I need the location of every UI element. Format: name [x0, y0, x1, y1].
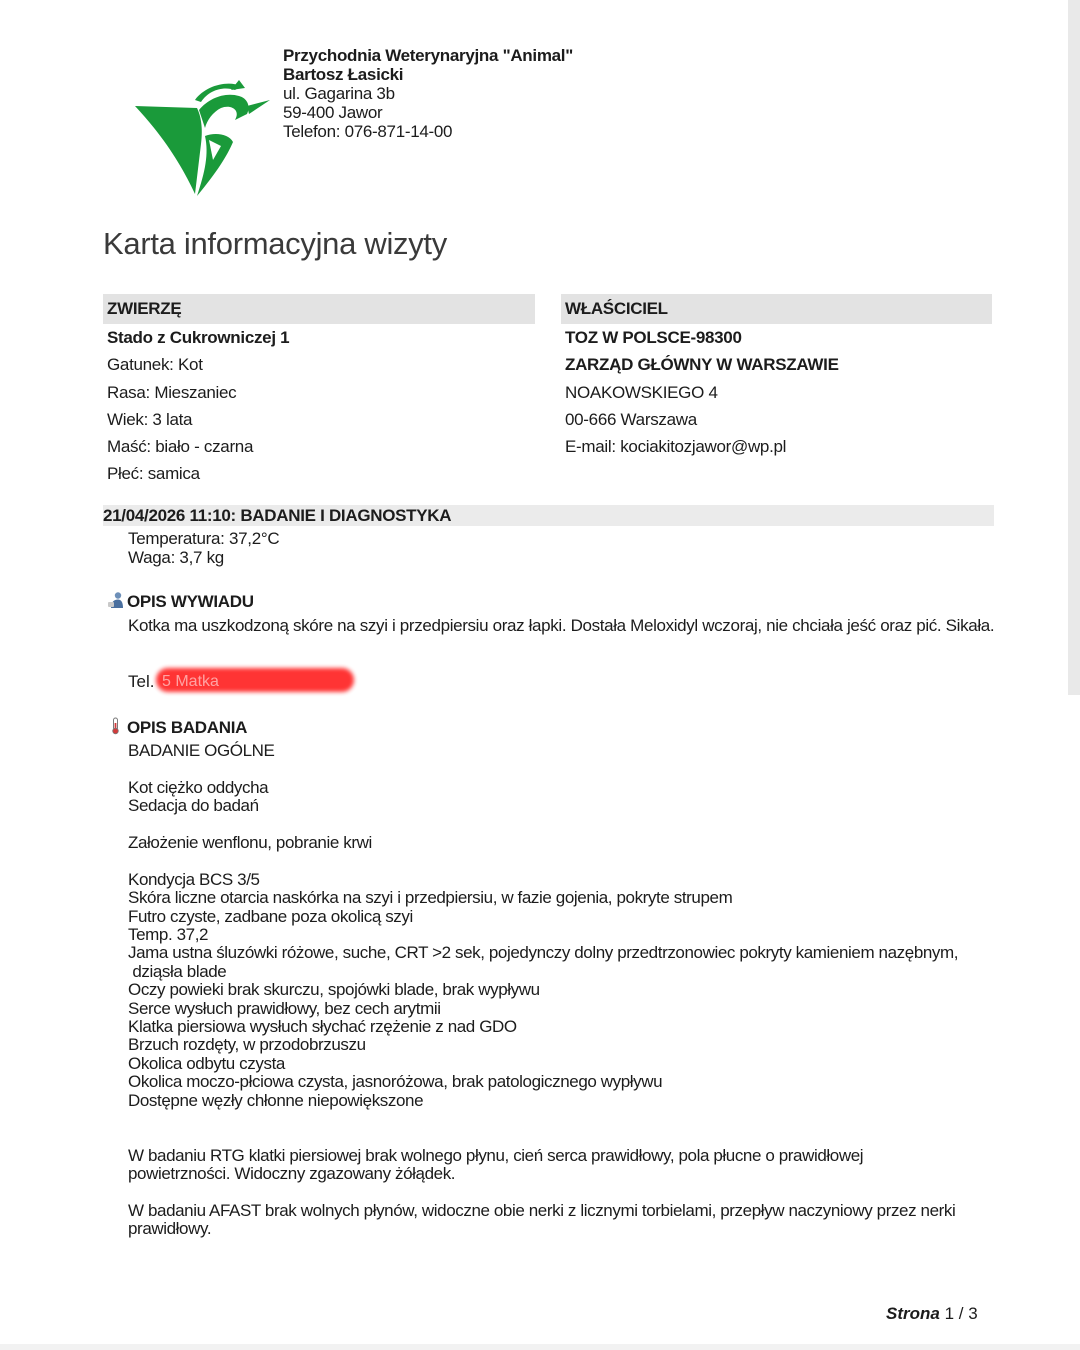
exam-title: OPIS BADANIA: [127, 718, 248, 737]
person-icon: [107, 591, 125, 609]
exam-line: Futro czyste, zadbane poza okolicą szyi: [128, 906, 413, 926]
blank-line: [128, 816, 1008, 834]
animal-header: ZWIERZĘ: [103, 294, 535, 324]
blank-line: [128, 1128, 1008, 1146]
animal-age: Wiek: 3 lata: [107, 409, 193, 429]
exam-header: [107, 717, 247, 738]
exam-line: Założenie wenflonu, pobranie krwi: [128, 833, 372, 852]
visit-header: 21/04/2026 11:10: BADANIE I DIAGNOSTYKA: [103, 505, 994, 526]
blank-line: [128, 1110, 1008, 1128]
thermometer-icon: [107, 717, 125, 735]
exam-line: dziąsła blade: [128, 961, 227, 981]
exam-line: Okolica moczo-płciowa czysta, jasnoróżowa, brak patologicznego wypływu: [128, 1072, 663, 1092]
phone-label: Tel.: [128, 672, 155, 691]
animal-name: Stado z Cukrowniczej 1: [107, 328, 290, 347]
document-title: Karta informacyjna wizyty: [103, 226, 447, 261]
exam-line: Oczy powieki brak skurczu, spojówki blade, brak wypływu: [128, 980, 540, 1000]
clinic-phone: Telefon: 076-871-14-00: [283, 122, 453, 141]
page-bottom-edge: [0, 1344, 1080, 1350]
exam-line: Serce wysłuch prawidłowy, bez cech arytmii: [128, 998, 441, 1018]
clinic-logo: [135, 76, 270, 198]
exam-line: Skóra liczne otarcia naskórka na szyi i przedpiersiu, w fazie gojenia, pokryte strupem: [128, 888, 733, 908]
exam-line: prawidłowy.: [128, 1219, 212, 1239]
interview-title: OPIS WYWIADU: [127, 592, 254, 611]
exam-line: Dostępne węzły chłonne niepowiększone: [128, 1090, 424, 1110]
weight: Waga: 3,7 kg: [128, 548, 224, 567]
clinic-city: 59-400 Jawor: [283, 103, 383, 122]
exam-line: Klatka piersiowa wysłuch słychać rzężenie z nad GDO: [128, 1017, 517, 1037]
exam-line: Kondycja BCS 3/5: [128, 869, 260, 889]
interview-header: [107, 591, 254, 612]
exam-line: W badaniu RTG klatki piersiowej brak wolnego płynu, cień serca prawidłowy, pola płucne o prawidłowej: [128, 1145, 864, 1165]
exam-line: Okolica odbytu czysta: [128, 1053, 285, 1073]
exam-line: Brzuch rozdęty, w przodobrzuszu: [128, 1035, 366, 1055]
owner-name: TOZ W POLSCE-98300: [565, 328, 742, 347]
blank-line: [128, 1184, 1008, 1202]
animal-sex: Płeć: samica: [107, 464, 200, 484]
animal-species: Gatunek: Kot: [107, 355, 203, 375]
page-label: Strona: [886, 1304, 940, 1323]
clinic-doctor: Bartosz Łasicki: [283, 65, 404, 84]
exam-line: Sedacja do badań: [128, 796, 259, 816]
exam-line: powietrzności. Widoczny zgazowany żółądek.: [128, 1164, 456, 1184]
owner-header: WŁAŚCICIEL: [561, 294, 992, 324]
page-total: / 3: [958, 1304, 978, 1323]
owner-section: [561, 294, 992, 460]
page-footer: [886, 1304, 978, 1324]
exam-line: W badaniu AFAST brak wolnych płynów, widoczne obie nerki z licznymi torbielami, przepływ naczyniowy przez nerki: [128, 1201, 956, 1221]
blank-line: [128, 760, 1008, 778]
exam-line: Kot ciężko oddycha: [128, 777, 269, 797]
clinic-street: ul. Gagarina 3b: [283, 84, 395, 103]
page-edge: [1068, 0, 1080, 695]
temperature: Temperatura: 37,2°C: [128, 529, 280, 548]
owner-street: NOAKOWSKIEGO 4: [565, 382, 718, 402]
owner-org: ZARZĄD GŁÓWNY W WARSZAWIE: [565, 355, 839, 375]
animal-breed: Rasa: Mieszaniec: [107, 382, 237, 402]
owner-email: E-mail: kociakitozjawor@wp.pl: [565, 437, 787, 457]
interview-text: Kotka ma uszkodzoną skóre na szyi i przedpiersiu oraz łapki. Dostała Meloxidyl wczoraj, nie chciała jeść oraz pić. Sikała.: [128, 616, 995, 635]
vitals: [128, 529, 279, 567]
blank-line: [128, 852, 1008, 870]
animal-section: [103, 294, 535, 488]
animal-coat: Maść: biało - czarna: [107, 437, 254, 457]
clinic-header: [283, 46, 573, 141]
clinic-name: Przychodnia Weterynaryjna "Animal": [283, 46, 573, 65]
exam-line: BADANIE OGÓLNE: [128, 741, 275, 760]
redacted-phone: 5 Matka: [162, 673, 219, 690]
exam-line: Temp. 37,2: [128, 925, 209, 945]
page-number: 1: [944, 1304, 955, 1323]
exam-line: Jama ustna śluzówki różowe, suche, CRT >2 sek, pojedynczy dolny przedtrzonowiec pokryty kamieniem nazębnym,: [128, 943, 959, 963]
exam-description: [128, 742, 1008, 1239]
owner-city: 00-666 Warszawa: [565, 409, 697, 429]
